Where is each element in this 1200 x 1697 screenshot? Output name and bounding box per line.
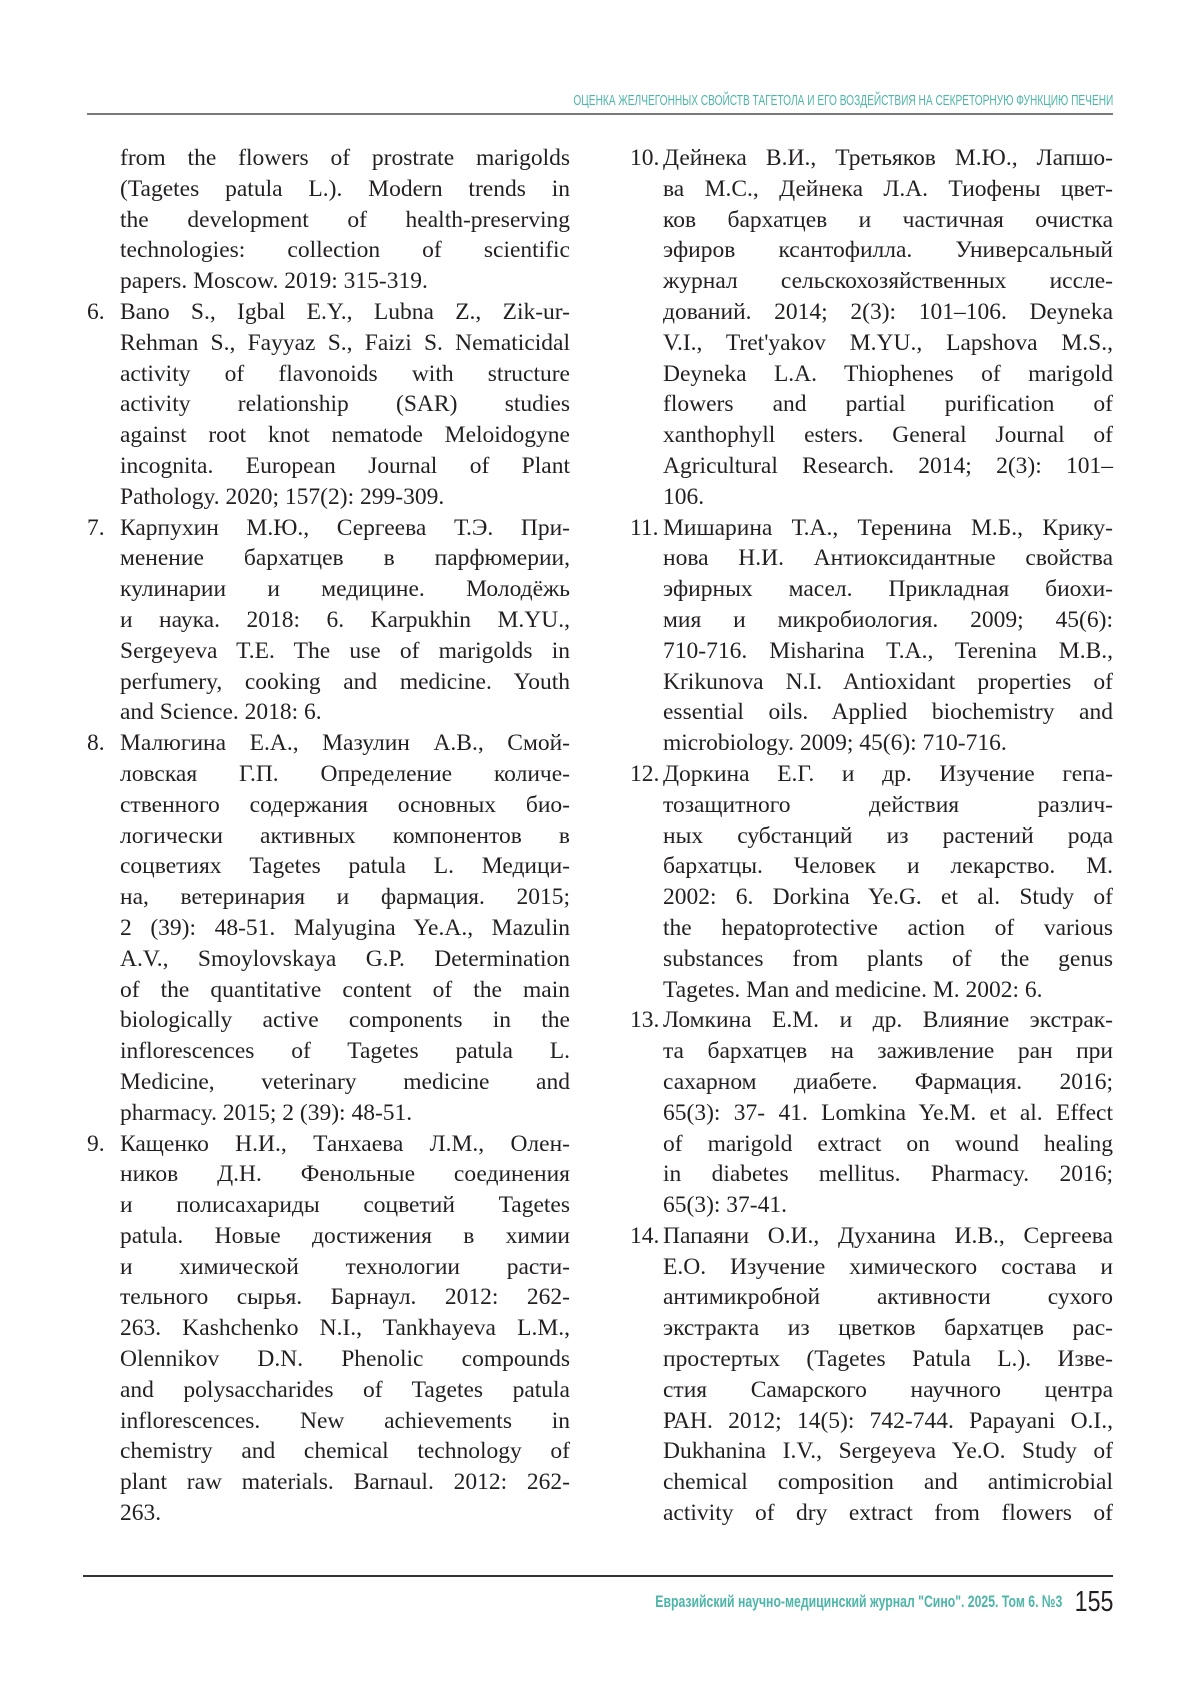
- reference-text-line: 263.: [120, 1498, 570, 1529]
- reference-text-line: и химической технологии расти-: [120, 1252, 570, 1283]
- reference-text-line: нова Н.И. Антиоксидантные свойства: [663, 543, 1113, 574]
- reference-number: 11.: [630, 513, 659, 544]
- reference-text-line: against root knot nematode Meloidogyne: [120, 420, 570, 451]
- reference-text-line: 65(3): 37- 41. Lomkina Ye.M. et al. Effect: [663, 1098, 1113, 1129]
- reference-item: [83, 513, 575, 729]
- reference-text-line: Папаяни О.И., Духанина И.В., Сергеева: [663, 1221, 1113, 1252]
- reference-text-line: xanthophyll esters. General Journal of: [663, 420, 1113, 451]
- reference-text-line: дований. 2014; 2(3): 101–106. Deyneka: [663, 297, 1113, 328]
- reference-text-line: простертых (Tagetes Patula L.). Изве-: [663, 1344, 1113, 1375]
- reference-text-line: эфиров ксантофилла. Универсальный: [663, 235, 1113, 266]
- journal-citation: Евразийский научно-медицинский журнал "Сино". 2025. Том 6. №3: [655, 1592, 1062, 1612]
- reference-number: 8.: [87, 728, 105, 759]
- reference-text-line: Е.О. Изучение химического состава и: [663, 1252, 1113, 1283]
- reference-item: [626, 1221, 1118, 1529]
- reference-text-line: activity of flavonoids with structure: [120, 359, 570, 390]
- reference-text-line: technologies: collection of scientific: [120, 235, 570, 266]
- reference-text-line: Olennikov D.N. Phenolic compounds: [120, 1344, 570, 1375]
- reference-text-line: сахарном диабете. Фармация. 2016;: [663, 1067, 1113, 1098]
- reference-text-line: ников Д.Н. Фенольные соединения: [120, 1159, 570, 1190]
- reference-text-line: A.V., Smoylovskaya G.P. Determination: [120, 944, 570, 975]
- reference-text-line: Medicine, veterinary medicine and: [120, 1067, 570, 1098]
- reference-text-line: ственного содержания основных био-: [120, 790, 570, 821]
- reference-text-line: тельного сырья. Барнаул. 2012: 262-: [120, 1282, 570, 1313]
- reference-text-line: (Tagetes patula L.). Modern trends in: [120, 174, 570, 205]
- reference-text-line: of the quantitative content of the main: [120, 975, 570, 1006]
- reference-text-line: substances from plants of the genus: [663, 944, 1113, 975]
- reference-number: 10.: [630, 143, 659, 174]
- reference-text-line: pharmacy. 2015; 2 (39): 48-51.: [120, 1098, 570, 1129]
- footer-journal: [497, 1592, 1062, 1612]
- reference-text-line: Krikunova N.I. Antioxidant properties of: [663, 667, 1113, 698]
- reference-text-line: Доркина Е.Г. и др. Изучение гепа-: [663, 759, 1113, 790]
- reference-number: 13.: [630, 1005, 659, 1036]
- reference-text-line: essential oils. Applied biochemistry and: [663, 697, 1113, 728]
- reference-text-line: 65(3): 37-41.: [663, 1190, 1113, 1221]
- reference-text-line: of marigold extract on wound healing: [663, 1129, 1113, 1160]
- reference-text-line: plant raw materials. Barnaul. 2012: 262-: [120, 1467, 570, 1498]
- reference-text-line: microbiology. 2009; 45(6): 710-716.: [663, 728, 1113, 759]
- reference-item: [83, 143, 575, 297]
- reference-text-line: тозащитного действия различ-: [663, 790, 1113, 821]
- reference-text-line: inflorescences. New achievements in: [120, 1406, 570, 1437]
- references-left-column: [83, 143, 575, 1529]
- reference-text-line: and Science. 2018: 6.: [120, 697, 570, 728]
- reference-text-line: эфирных масел. Прикладная биохи-: [663, 574, 1113, 605]
- reference-text-line: Tagetes. Man and medicine. M. 2002: 6.: [663, 975, 1113, 1006]
- reference-text-line: антимикробной активности сухого: [663, 1282, 1113, 1313]
- reference-item: [83, 297, 575, 513]
- reference-text-line: Dukhanina I.V., Sergeyeva Ye.O. Study of: [663, 1436, 1113, 1467]
- reference-text-line: Карпухин М.Ю., Сергеева Т.Э. При-: [120, 513, 570, 544]
- running-head: [342, 92, 1113, 114]
- reference-text-line: на, ветеринария и фармация. 2015;: [120, 882, 570, 913]
- reference-number: 12.: [630, 759, 659, 790]
- header-divider: [87, 113, 1113, 115]
- reference-item: [626, 143, 1118, 513]
- reference-text-line: Sergeyeva T.E. The use of marigolds in: [120, 636, 570, 667]
- reference-number: 6.: [87, 297, 105, 328]
- running-title: ОЦЕНКА ЖЕЛЧЕГОННЫХ СВОЙСТВ ТАГЕТОЛА И ЕГО ВОЗДЕЙСТВИЯ НА СЕКРЕТОРНУЮ ФУНКЦИЮ ПЕЧЕНИ: [573, 93, 1113, 109]
- reference-text-line: журнал сельскохозяйственных иссле-: [663, 266, 1113, 297]
- reference-text-line: biologically active components in the: [120, 1005, 570, 1036]
- reference-text-line: ков бархатцев и частичная очистка: [663, 205, 1113, 236]
- reference-text-line: 710-716. Misharina T.A., Terenina M.B.,: [663, 636, 1113, 667]
- reference-text-line: incognita. European Journal of Plant: [120, 451, 570, 482]
- reference-number: 7.: [87, 513, 105, 544]
- footer-divider: [83, 1575, 1113, 1577]
- reference-text-line: кулинарии и медицине. Молодёжь: [120, 574, 570, 605]
- reference-text-line: 106.: [663, 482, 1113, 513]
- reference-text-line: и полисахариды соцветий Tagetes: [120, 1190, 570, 1221]
- reference-text-line: 263. Kashchenko N.I., Tankhayeva L.M.,: [120, 1313, 570, 1344]
- reference-text-line: the development of health-preserving: [120, 205, 570, 236]
- reference-text-line: papers. Moscow. 2019: 315-319.: [120, 266, 570, 297]
- reference-text-line: ва М.С., Дейнека Л.А. Тиофены цвет-: [663, 174, 1113, 205]
- reference-text-line: V.I., Tret'yakov M.YU., Lapshova M.S.,: [663, 328, 1113, 359]
- reference-text-line: activity relationship (SAR) studies: [120, 389, 570, 420]
- reference-text-line: Rehman S., Fayyaz S., Faizi S. Nematicidal: [120, 328, 570, 359]
- reference-number: 14.: [630, 1221, 659, 1252]
- reference-text-line: и наука. 2018: 6. Karpukhin M.YU.,: [120, 605, 570, 636]
- reference-text-line: экстракта из цветков бархатцев рас-: [663, 1313, 1113, 1344]
- reference-text-line: perfumery, cooking and medicine. Youth: [120, 667, 570, 698]
- reference-text-line: стия Самарского научного центра: [663, 1375, 1113, 1406]
- reference-text-line: chemistry and chemical technology of: [120, 1436, 570, 1467]
- reference-text-line: соцветиях Tagetes patula L. Медици-: [120, 851, 570, 882]
- reference-text-line: Agricultural Research. 2014; 2(3): 101–: [663, 451, 1113, 482]
- reference-number: 9.: [87, 1129, 105, 1160]
- reference-text-line: inflorescences of Tagetes patula L.: [120, 1036, 570, 1067]
- reference-text-line: та бархатцев на заживление ран при: [663, 1036, 1113, 1067]
- reference-text-line: in diabetes mellitus. Pharmacy. 2016;: [663, 1159, 1113, 1190]
- reference-text-line: мия и микробиология. 2009; 45(6):: [663, 605, 1113, 636]
- reference-item: [626, 759, 1118, 1005]
- reference-text-line: ловская Г.П. Определение количе-: [120, 759, 570, 790]
- reference-text-line: 2002: 6. Dorkina Ye.G. et al. Study of: [663, 882, 1113, 913]
- reference-text-line: Малюгина Е.А., Мазулин А.В., Смой-: [120, 728, 570, 759]
- reference-text-line: Pathology. 2020; 157(2): 299-309.: [120, 482, 570, 513]
- reference-item: [626, 513, 1118, 759]
- references-right-column: [626, 143, 1118, 1529]
- reference-text-line: Кащенко Н.И., Танхаева Л.М., Олен-: [120, 1129, 570, 1160]
- reference-text-line: and polysaccharides of Tagetes patula: [120, 1375, 570, 1406]
- reference-item: [626, 1005, 1118, 1221]
- reference-text-line: Дейнека В.И., Третьяков М.Ю., Лапшо-: [663, 143, 1113, 174]
- reference-text-line: ных субстанций из растений рода: [663, 821, 1113, 852]
- reference-text-line: from the flowers of prostrate marigolds: [120, 143, 570, 174]
- reference-text-line: flowers and partial purification of: [663, 389, 1113, 420]
- reference-text-line: Ломкина Е.М. и др. Влияние экстрак-: [663, 1005, 1113, 1036]
- page-number: 155: [1074, 1586, 1113, 1619]
- reference-text-line: менение бархатцев в парфюмерии,: [120, 543, 570, 574]
- reference-text-line: 2 (39): 48-51. Malyugina Ye.A., Mazulin: [120, 913, 570, 944]
- reference-text-line: patula. Новые достижения в химии: [120, 1221, 570, 1252]
- reference-text-line: Deyneka L.A. Thiophenes of marigold: [663, 359, 1113, 390]
- reference-text-line: activity of dry extract from flowers of: [663, 1498, 1113, 1529]
- reference-text-line: the hepatoprotective action of various: [663, 913, 1113, 944]
- reference-item: [83, 728, 575, 1128]
- reference-text-line: Bano S., Igbal E.Y., Lubna Z., Zik-ur-: [120, 297, 570, 328]
- reference-text-line: РАН. 2012; 14(5): 742-744. Papayani O.I.,: [663, 1406, 1113, 1437]
- reference-text-line: chemical composition and antimicrobial: [663, 1467, 1113, 1498]
- reference-item: [83, 1129, 575, 1529]
- reference-text-line: Мишарина Т.А., Теренина М.Б., Крику-: [663, 513, 1113, 544]
- reference-text-line: логически активных компонентов в: [120, 821, 570, 852]
- reference-text-line: бархатцы. Человек и лекарство. М.: [663, 851, 1113, 882]
